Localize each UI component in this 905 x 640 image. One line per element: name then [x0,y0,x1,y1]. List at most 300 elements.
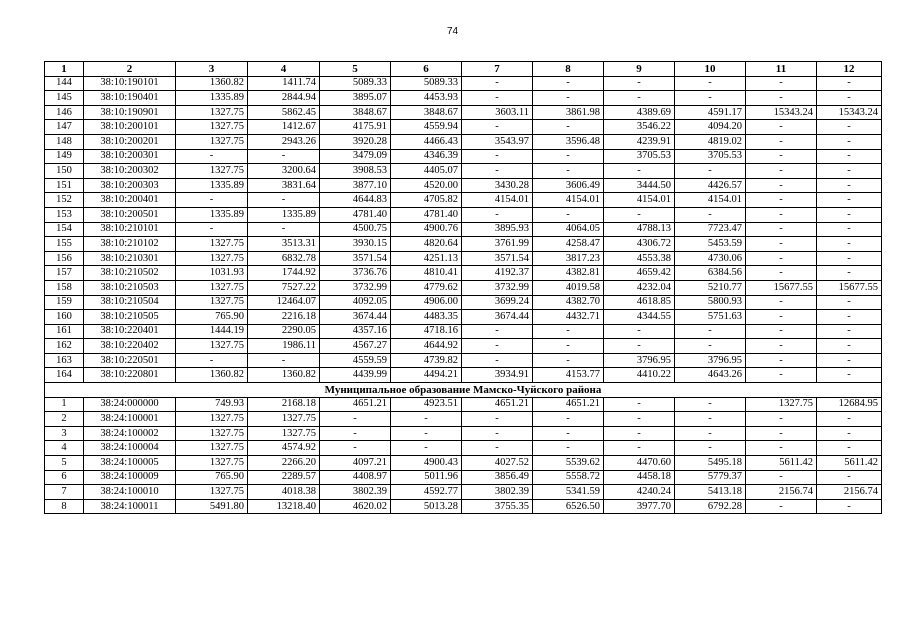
table-cell: 38:24:100010 [84,485,176,500]
table-cell: 4094.20 [675,120,746,135]
table-cell: 38:10:200401 [84,193,176,208]
table-row [45,164,882,179]
table-cell: 38:10:210505 [84,310,176,325]
table-cell: - [817,222,882,237]
table-cell: - [462,120,533,135]
table-cell: 159 [45,295,84,310]
table-cell: - [462,339,533,354]
column-header: 8 [533,62,604,77]
table-cell: 13218.40 [248,499,320,514]
table-row [45,207,882,222]
table-cell: - [533,149,604,164]
table-cell: - [746,310,817,325]
table-cell: - [604,76,675,91]
table-cell: 3479.09 [320,149,391,164]
table-row [45,470,882,485]
table-cell: - [533,324,604,339]
table-cell: 38:10:210502 [84,266,176,281]
table-cell: 4 [45,441,84,456]
table-cell: 38:10:220501 [84,353,176,368]
table-cell: 1327.75 [176,237,248,252]
table-cell: - [604,164,675,179]
table-cell: 4559.94 [391,120,462,135]
data-table [44,61,882,514]
table-cell: 4470.60 [604,456,675,471]
table-cell: 1327.75 [176,339,248,354]
table-cell: - [462,353,533,368]
table-cell: - [746,237,817,252]
table-cell: 3571.54 [462,251,533,266]
table-cell: 4382.81 [533,266,604,281]
table-cell: - [391,426,462,441]
table-cell: 1412.67 [248,120,320,135]
table-cell: 3674.44 [320,310,391,325]
table-cell: 4019.58 [533,280,604,295]
table-cell: 4651.21 [533,397,604,412]
table-cell: 3930.15 [320,237,391,252]
table-cell: 149 [45,149,84,164]
column-header: 4 [248,62,320,77]
table-cell: 3934.91 [462,368,533,383]
table-cell: - [746,295,817,310]
table-cell: 4644.92 [391,339,462,354]
table-cell: 1444.19 [176,324,248,339]
table-cell: 145 [45,91,84,106]
table-cell: 38:24:000000 [84,397,176,412]
table-row [45,353,882,368]
table-cell: 1360.82 [176,76,248,91]
table-cell: 4923.51 [391,397,462,412]
table-cell: 3705.53 [675,149,746,164]
table-cell: 2844.94 [248,91,320,106]
table-cell: 3606.49 [533,178,604,193]
table-cell: - [746,324,817,339]
table-cell: 7527.22 [248,280,320,295]
table-cell: 3908.53 [320,164,391,179]
table-cell: 3736.76 [320,266,391,281]
table-cell: 3699.24 [462,295,533,310]
table-cell: - [817,324,882,339]
table-cell: - [675,324,746,339]
table-cell: 151 [45,178,84,193]
table-cell: 1 [45,397,84,412]
table-cell: 150 [45,164,84,179]
table-cell: 5089.33 [391,76,462,91]
table-cell: - [533,426,604,441]
table-cell: - [176,149,248,164]
table-cell: 3732.99 [462,280,533,295]
table-cell: 1031.93 [176,266,248,281]
table-cell: - [604,441,675,456]
table-cell: 3 [45,426,84,441]
column-header: 12 [817,62,882,77]
table-cell: 38:24:100009 [84,470,176,485]
table-cell: - [320,412,391,427]
table-cell: - [817,441,882,456]
table-cell: 3796.95 [604,353,675,368]
table-cell: - [817,368,882,383]
table-cell: 2289.57 [248,470,320,485]
table-cell: 5495.18 [675,456,746,471]
table-cell: 1327.75 [176,485,248,500]
table-cell: 4154.01 [462,193,533,208]
table-cell: 4781.40 [320,207,391,222]
table-cell: - [176,353,248,368]
table-cell: - [817,237,882,252]
table-cell: 4092.05 [320,295,391,310]
table-cell: 4426.57 [675,178,746,193]
table-cell: 4494.21 [391,368,462,383]
table-cell: - [817,251,882,266]
table-cell: - [533,164,604,179]
table-row [45,456,882,471]
table-cell: 4779.62 [391,280,462,295]
table-cell: 3546.22 [604,120,675,135]
table-row [45,397,882,412]
table-row [45,485,882,500]
table-cell: 4591.17 [675,105,746,120]
table-cell: 5210.77 [675,280,746,295]
table-cell: 2266.20 [248,456,320,471]
section-row [45,383,882,398]
table-cell: 4651.21 [462,397,533,412]
table-cell: 4620.02 [320,499,391,514]
table-cell: 5491.80 [176,499,248,514]
table-cell: 158 [45,280,84,295]
table-cell: - [817,193,882,208]
table-cell: 7723.47 [675,222,746,237]
table-cell: - [675,441,746,456]
table-cell: 157 [45,266,84,281]
table-cell: 38:10:190101 [84,76,176,91]
table-cell: - [320,426,391,441]
table-cell: - [462,207,533,222]
table-cell: 15677.55 [746,280,817,295]
table-cell: - [462,426,533,441]
table-cell: 5751.63 [675,310,746,325]
table-cell: 1327.75 [176,164,248,179]
table-cell: 3761.99 [462,237,533,252]
table-cell: - [533,353,604,368]
table-row [45,368,882,383]
table-cell: 1335.89 [176,91,248,106]
table-cell: - [746,412,817,427]
table-cell: 3603.11 [462,105,533,120]
table-cell: 2290.05 [248,324,320,339]
table-cell: - [817,164,882,179]
table-cell: - [675,164,746,179]
table-cell: 3877.10 [320,178,391,193]
table-cell: - [817,91,882,106]
table-cell: 1327.75 [176,426,248,441]
table-cell: 1327.75 [176,105,248,120]
table-cell: - [248,353,320,368]
table-cell: - [604,207,675,222]
table-cell: 3848.67 [391,105,462,120]
table-cell: 4466.43 [391,134,462,149]
table-cell: 6526.50 [533,499,604,514]
table-cell: 5611.42 [817,456,882,471]
table-cell: 4788.13 [604,222,675,237]
table-cell: - [746,499,817,514]
table-cell: 4659.42 [604,266,675,281]
table-cell: 2156.74 [746,485,817,500]
table-cell: 3755.35 [462,499,533,514]
table-cell: 3861.98 [533,105,604,120]
table-cell: 153 [45,207,84,222]
table-cell: 1360.82 [176,368,248,383]
table-row [45,105,882,120]
table-cell: - [462,441,533,456]
table-cell: 38:10:220801 [84,368,176,383]
table-row [45,134,882,149]
table-cell: 5341.59 [533,485,604,500]
column-header: 9 [604,62,675,77]
table-row [45,295,882,310]
table-cell: 156 [45,251,84,266]
table-cell: - [817,149,882,164]
table-cell: 5013.28 [391,499,462,514]
table-cell: - [391,412,462,427]
table-cell: - [817,266,882,281]
table-cell: 3977.70 [604,499,675,514]
table-cell: 4239.91 [604,134,675,149]
table-cell: - [462,76,533,91]
table-cell: 3802.39 [462,485,533,500]
table-row [45,412,882,427]
table-cell: 1335.89 [248,207,320,222]
table-cell: 1327.75 [746,397,817,412]
table-cell: - [462,412,533,427]
table-cell: - [462,149,533,164]
table-cell: - [746,470,817,485]
table-cell: 38:24:100004 [84,441,176,456]
table-cell: 3543.97 [462,134,533,149]
table-cell: 5413.18 [675,485,746,500]
table-row [45,324,882,339]
table-cell: 2168.18 [248,397,320,412]
table-cell: 4154.01 [675,193,746,208]
table-cell: 4258.47 [533,237,604,252]
table-cell: - [391,441,462,456]
table-cell: 5862.45 [248,105,320,120]
table-cell: 4154.01 [533,193,604,208]
table-cell: - [746,222,817,237]
table-cell: 147 [45,120,84,135]
table-cell: 155 [45,237,84,252]
table-cell: 38:10:200303 [84,178,176,193]
table-cell: - [604,426,675,441]
column-header: 10 [675,62,746,77]
table-cell: - [533,441,604,456]
table-row [45,441,882,456]
table-cell: 38:10:190401 [84,91,176,106]
table-cell: 3817.23 [533,251,604,266]
table-row [45,499,882,514]
table-cell: 3674.44 [462,310,533,325]
table-cell: - [817,426,882,441]
table-cell: - [746,339,817,354]
table-cell: 3430.28 [462,178,533,193]
table-cell: 5011.96 [391,470,462,485]
table-row [45,339,882,354]
table-cell: 4153.77 [533,368,604,383]
table-cell: - [675,339,746,354]
table-cell: - [817,499,882,514]
table-cell: 2216.18 [248,310,320,325]
table-cell: 1327.75 [176,134,248,149]
table-cell: 4900.76 [391,222,462,237]
table-cell: - [746,193,817,208]
table-cell: 38:10:200302 [84,164,176,179]
table-cell: - [533,412,604,427]
table-cell: 3732.99 [320,280,391,295]
table-cell: 1335.89 [176,207,248,222]
table-cell: 4500.75 [320,222,391,237]
table-cell: 4730.06 [675,251,746,266]
table-cell: 38:10:210101 [84,222,176,237]
table-cell: 4346.39 [391,149,462,164]
table-cell: 4344.55 [604,310,675,325]
table-cell: - [746,164,817,179]
table-row [45,149,882,164]
table-cell: 4553.38 [604,251,675,266]
table-cell: 3895.93 [462,222,533,237]
column-header: 11 [746,62,817,77]
table-cell: 4739.82 [391,353,462,368]
table-cell: 148 [45,134,84,149]
table-cell: 4439.99 [320,368,391,383]
table-cell: 4520.00 [391,178,462,193]
table-cell: - [746,207,817,222]
table-cell: - [746,149,817,164]
table-cell: 3571.54 [320,251,391,266]
table-cell: 5558.72 [533,470,604,485]
table-row [45,178,882,193]
table-cell: 146 [45,105,84,120]
table-cell: 4483.35 [391,310,462,325]
table-cell: 1335.89 [176,178,248,193]
table-cell: 154 [45,222,84,237]
table-cell: 1327.75 [248,412,320,427]
table-cell: - [604,324,675,339]
table-cell: 4781.40 [391,207,462,222]
table-cell: 38:24:100005 [84,456,176,471]
table-cell: 4410.22 [604,368,675,383]
table-cell: - [462,91,533,106]
table-cell: 4574.92 [248,441,320,456]
table-cell: 15343.24 [746,105,817,120]
table-cell: 3705.53 [604,149,675,164]
table-cell: 4643.26 [675,368,746,383]
table-cell: - [533,76,604,91]
table-cell: 3444.50 [604,178,675,193]
table-cell: 12684.95 [817,397,882,412]
table-cell: 1360.82 [248,368,320,383]
table-cell: - [604,397,675,412]
table-cell: 3895.07 [320,91,391,106]
table-cell: 162 [45,339,84,354]
table-cell: 4644.83 [320,193,391,208]
table-cell: 38:10:210504 [84,295,176,310]
table-cell: 5779.37 [675,470,746,485]
table-cell: - [746,76,817,91]
table-cell: 4618.85 [604,295,675,310]
table-cell: 4382.70 [533,295,604,310]
table-cell: 765.90 [176,470,248,485]
table-cell: - [533,120,604,135]
table-cell: 4819.02 [675,134,746,149]
table-cell: 38:10:200501 [84,207,176,222]
table-cell: 15343.24 [817,105,882,120]
table-cell: 4240.24 [604,485,675,500]
table-cell: 163 [45,353,84,368]
table-cell: - [817,207,882,222]
table-cell: 38:10:210503 [84,280,176,295]
table-cell: - [817,353,882,368]
table-cell: 1327.75 [176,280,248,295]
table-cell: - [320,441,391,456]
table-cell: 3848.67 [320,105,391,120]
table-cell: 160 [45,310,84,325]
table-cell: 1327.75 [248,426,320,441]
table-row [45,266,882,281]
table-cell: - [817,178,882,193]
table-cell: - [746,441,817,456]
table-cell: - [248,222,320,237]
table-cell: 38:24:100002 [84,426,176,441]
table-cell: - [176,193,248,208]
table-cell: - [462,324,533,339]
table-cell: - [533,339,604,354]
table-cell: 3596.48 [533,134,604,149]
table-cell: 5611.42 [746,456,817,471]
table-cell: 3796.95 [675,353,746,368]
table-cell: 1327.75 [176,251,248,266]
table-cell: - [746,266,817,281]
table-cell: 4018.38 [248,485,320,500]
column-header: 6 [391,62,462,77]
table-body [45,76,882,514]
table-cell: 15677.55 [817,280,882,295]
table-cell: 4906.00 [391,295,462,310]
table-cell: 1411.74 [248,76,320,91]
table-cell: - [817,120,882,135]
table-cell: 3802.39 [320,485,391,500]
table-cell: 765.90 [176,310,248,325]
table-cell: - [746,134,817,149]
table-cell: 152 [45,193,84,208]
table-cell: - [248,149,320,164]
table-cell: 749.93 [176,397,248,412]
table-row [45,251,882,266]
table-cell: - [746,251,817,266]
table-cell: 2 [45,412,84,427]
table-cell: 12464.07 [248,295,320,310]
table-cell: 4357.16 [320,324,391,339]
table-cell: 38:10:200301 [84,149,176,164]
table-cell: 3513.31 [248,237,320,252]
table-cell: 4064.05 [533,222,604,237]
table-cell: 1986.11 [248,339,320,354]
table-cell: 6384.56 [675,266,746,281]
table-cell: - [746,426,817,441]
table-row [45,237,882,252]
table-cell: 8 [45,499,84,514]
table-cell: 5800.93 [675,295,746,310]
table-cell: 4705.82 [391,193,462,208]
column-header: 2 [84,62,176,77]
